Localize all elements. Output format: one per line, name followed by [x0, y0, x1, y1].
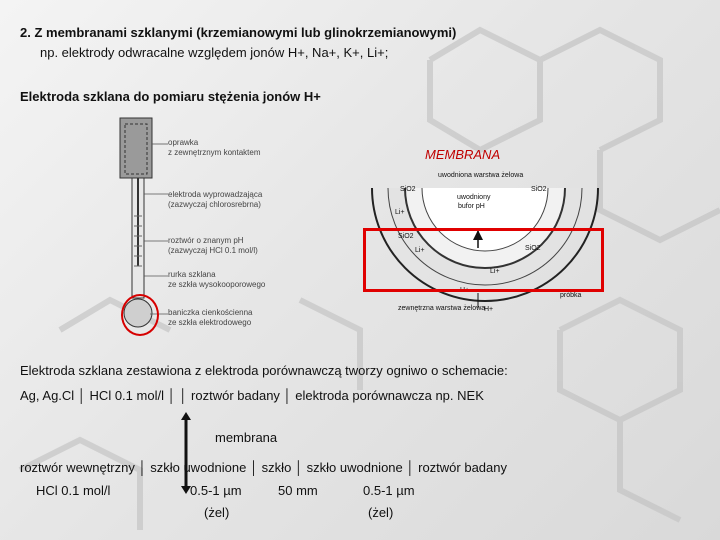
- lithium-ion-label: Li+: [395, 209, 405, 216]
- membrane-top-label: uwodniona warstwa żelowa: [438, 172, 524, 179]
- section-title: Elektroda szklana do pomiaru stężenia jonów H+: [20, 89, 321, 104]
- label-lead-electrode: elektroda wyprowadzająca: [168, 190, 263, 199]
- cell-sentence: Elektroda szklana zestawiona z elektroda porównawczą tworzy ogniwo o schemacie:: [20, 363, 508, 378]
- label-known-ph-note: (zazwyczaj HCl 0.1 mol/l): [168, 246, 258, 255]
- value-inner-solution: HCl 0.1 mol/l: [36, 483, 111, 498]
- heading-subtitle: np. elektrody odwracalne względem jonów H+, Na+, K+, Li+;: [40, 45, 389, 60]
- membrane-highlight-rect: [363, 228, 604, 292]
- value-hydrated-glass-1: 0.5-1 µm: [190, 483, 242, 498]
- gel-label-2: (żel): [368, 505, 394, 520]
- label-glass-tube: rurka szklana: [168, 270, 216, 279]
- hydrogen-ion-label: H+: [484, 306, 494, 313]
- membrane-inner-label-2: bufor pH: [458, 203, 485, 210]
- label-bulb: baniczka cienkościenna: [168, 308, 253, 317]
- gel-label-1: (żel): [204, 505, 230, 520]
- lithium-ion-label: Li+: [415, 247, 425, 254]
- label-holder: oprawka: [168, 138, 199, 147]
- membrane-caption: membrana: [215, 430, 278, 445]
- sio2-label: SiO2: [398, 233, 414, 240]
- sio2-label: SiO2: [400, 186, 416, 193]
- heading-title: 2. Z membranami szklanymi (krzemianowymi lub glinokrzemianowymi): [20, 25, 457, 40]
- membrane-title: MEMBRANA: [425, 147, 501, 162]
- label-known-ph: roztwór o znanym pH: [168, 236, 244, 245]
- hydrogen-ion-label: H+: [460, 287, 470, 294]
- value-hydrated-glass-2: 0.5-1 µm: [363, 483, 415, 498]
- sio2-label: SiO2: [525, 245, 541, 252]
- sio2-label: SiO2: [531, 186, 547, 193]
- label-bulb-note: ze szkła elektrodowego: [168, 318, 252, 327]
- membrane-inner-label-1: uwodniony: [457, 194, 491, 201]
- label-holder-contact: z zewnętrznym kontaktem: [168, 148, 261, 157]
- layer-sequence: roztwór wewnętrzny │ szkło uwodnione │ szkło │ szkło uwodnione │ roztwór badany: [20, 460, 507, 475]
- label-lead-electrode-note: (zazwyczaj chlorosrebrna): [168, 200, 261, 209]
- sample-label: próbka: [560, 292, 582, 299]
- cell-scheme: Ag, Ag.Cl │ HCl 0.1 mol/l │ │ roztwór badany │ elektroda porównawcza np. NEK: [20, 388, 484, 403]
- value-glass: 50 mm: [278, 483, 318, 498]
- label-glass-tube-note: ze szkła wysokooporowego: [168, 280, 266, 289]
- bulb-highlight-circle: [121, 294, 159, 336]
- membrane-bottom-label: zewnętrzna warstwa żelowa: [398, 305, 486, 312]
- membrane-arrow: [181, 412, 191, 494]
- lithium-ion-label: Li+: [490, 268, 500, 275]
